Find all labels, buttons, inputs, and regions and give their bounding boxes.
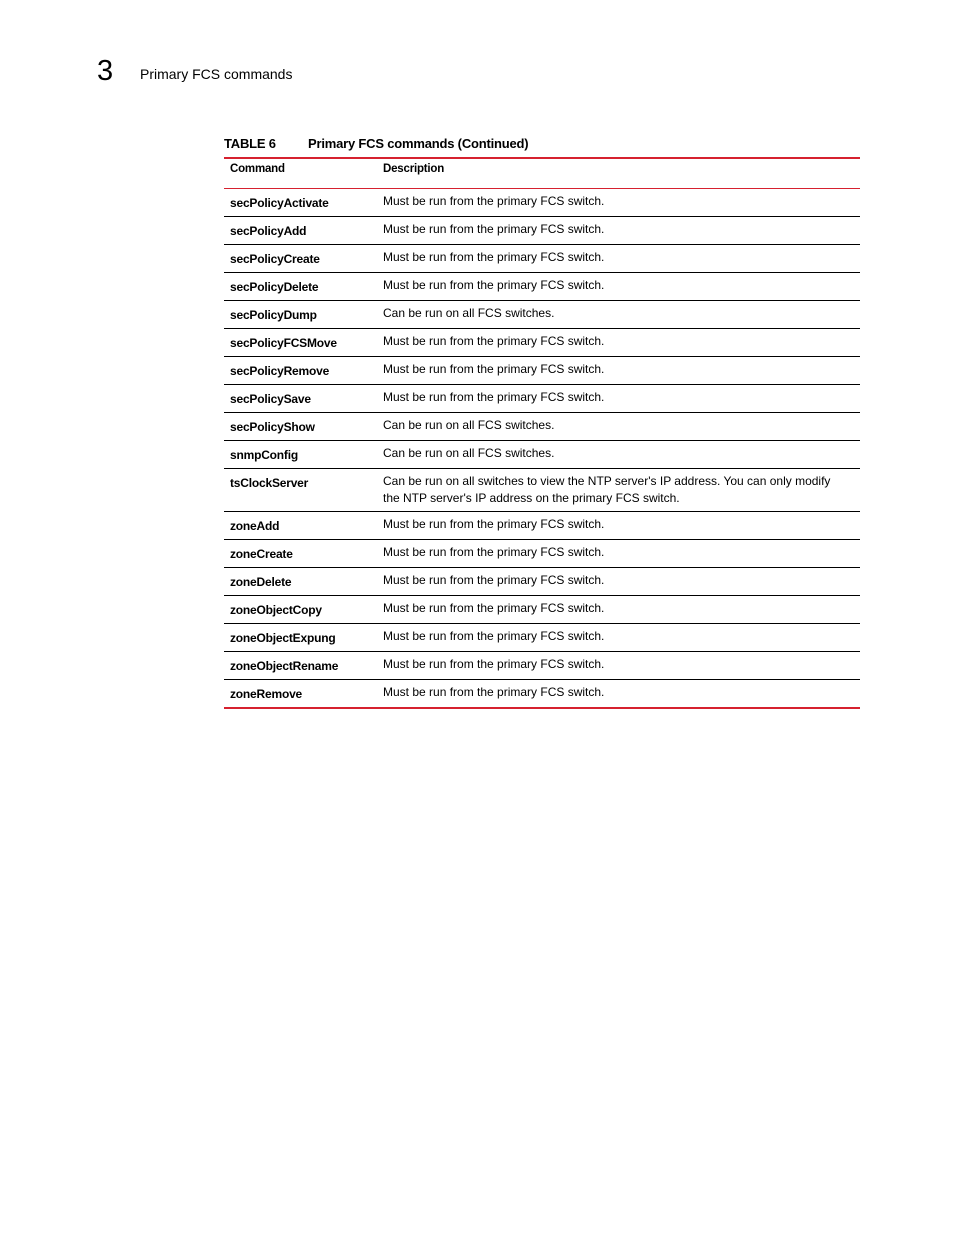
table-row <box>224 413 860 441</box>
description-cell: Must be run from the primary FCS switch. <box>383 250 605 264</box>
command-cell: secPolicyDelete <box>230 280 319 294</box>
description-cell: Can be run on all switches to view the NTP server's IP address. You can only modify the NTP server's IP address on the primary FCS switch. <box>383 474 831 505</box>
commands-table-container <box>224 157 860 709</box>
description-cell: Must be run from the primary FCS switch. <box>383 601 605 615</box>
running-header-title: Primary FCS commands <box>140 66 293 82</box>
description-cell: Must be run from the primary FCS switch. <box>383 362 605 376</box>
command-cell: zoneRemove <box>230 687 303 701</box>
command-cell: zoneObjectExpung <box>230 631 336 645</box>
description-cell: Must be run from the primary FCS switch. <box>383 222 605 236</box>
command-cell: secPolicyShow <box>230 420 315 434</box>
table-row <box>224 189 860 217</box>
description-cell: Can be run on all FCS switches. <box>383 306 555 320</box>
table-row <box>224 652 860 680</box>
description-cell: Must be run from the primary FCS switch. <box>383 657 605 671</box>
table-row <box>224 329 860 357</box>
table-row <box>224 385 860 413</box>
table-row <box>224 680 860 709</box>
description-cell: Must be run from the primary FCS switch. <box>383 629 605 643</box>
table-row <box>224 512 860 540</box>
chapter-number: 3 <box>97 55 114 87</box>
command-cell: zoneAdd <box>230 519 280 533</box>
command-cell: tsClockServer <box>230 476 309 490</box>
table-row <box>224 301 860 329</box>
table-row <box>224 217 860 245</box>
description-cell: Must be run from the primary FCS switch. <box>383 517 605 531</box>
table-row <box>224 245 860 273</box>
table-row <box>224 357 860 385</box>
table-row <box>224 568 860 596</box>
description-cell: Can be run on all FCS switches. <box>383 446 555 460</box>
command-cell: secPolicyAdd <box>230 224 307 238</box>
description-cell: Must be run from the primary FCS switch. <box>383 390 605 404</box>
table-header-row <box>224 158 860 189</box>
description-cell: Must be run from the primary FCS switch. <box>383 685 605 699</box>
command-cell: zoneObjectCopy <box>230 603 322 617</box>
table-row <box>224 624 860 652</box>
commands-table <box>224 157 860 709</box>
description-cell: Must be run from the primary FCS switch. <box>383 278 605 292</box>
command-cell: zoneCreate <box>230 547 293 561</box>
table-caption-title: Primary FCS commands (Continued) <box>308 136 529 151</box>
table-row <box>224 469 860 512</box>
column-header-description: Description <box>383 163 445 175</box>
table-caption <box>224 135 860 152</box>
description-cell: Must be run from the primary FCS switch. <box>383 573 605 587</box>
table-row <box>224 441 860 469</box>
command-cell: secPolicyActivate <box>230 196 329 210</box>
command-cell: snmpConfig <box>230 448 298 462</box>
table-caption-label: TABLE 6 <box>224 136 276 151</box>
table-row <box>224 540 860 568</box>
description-cell: Must be run from the primary FCS switch. <box>383 334 605 348</box>
command-cell: secPolicySave <box>230 392 311 406</box>
command-cell: secPolicyRemove <box>230 364 330 378</box>
command-cell: secPolicyCreate <box>230 252 320 266</box>
description-cell: Must be run from the primary FCS switch. <box>383 194 605 208</box>
table-body <box>224 189 860 709</box>
command-cell: zoneObjectRename <box>230 659 339 673</box>
description-cell: Must be run from the primary FCS switch. <box>383 545 605 559</box>
command-cell: secPolicyDump <box>230 308 317 322</box>
description-cell: Can be run on all FCS switches. <box>383 418 555 432</box>
table-row <box>224 273 860 301</box>
command-cell: secPolicyFCSMove <box>230 336 337 350</box>
command-cell: zoneDelete <box>230 575 292 589</box>
table-row <box>224 596 860 624</box>
column-header-command: Command <box>230 163 285 175</box>
